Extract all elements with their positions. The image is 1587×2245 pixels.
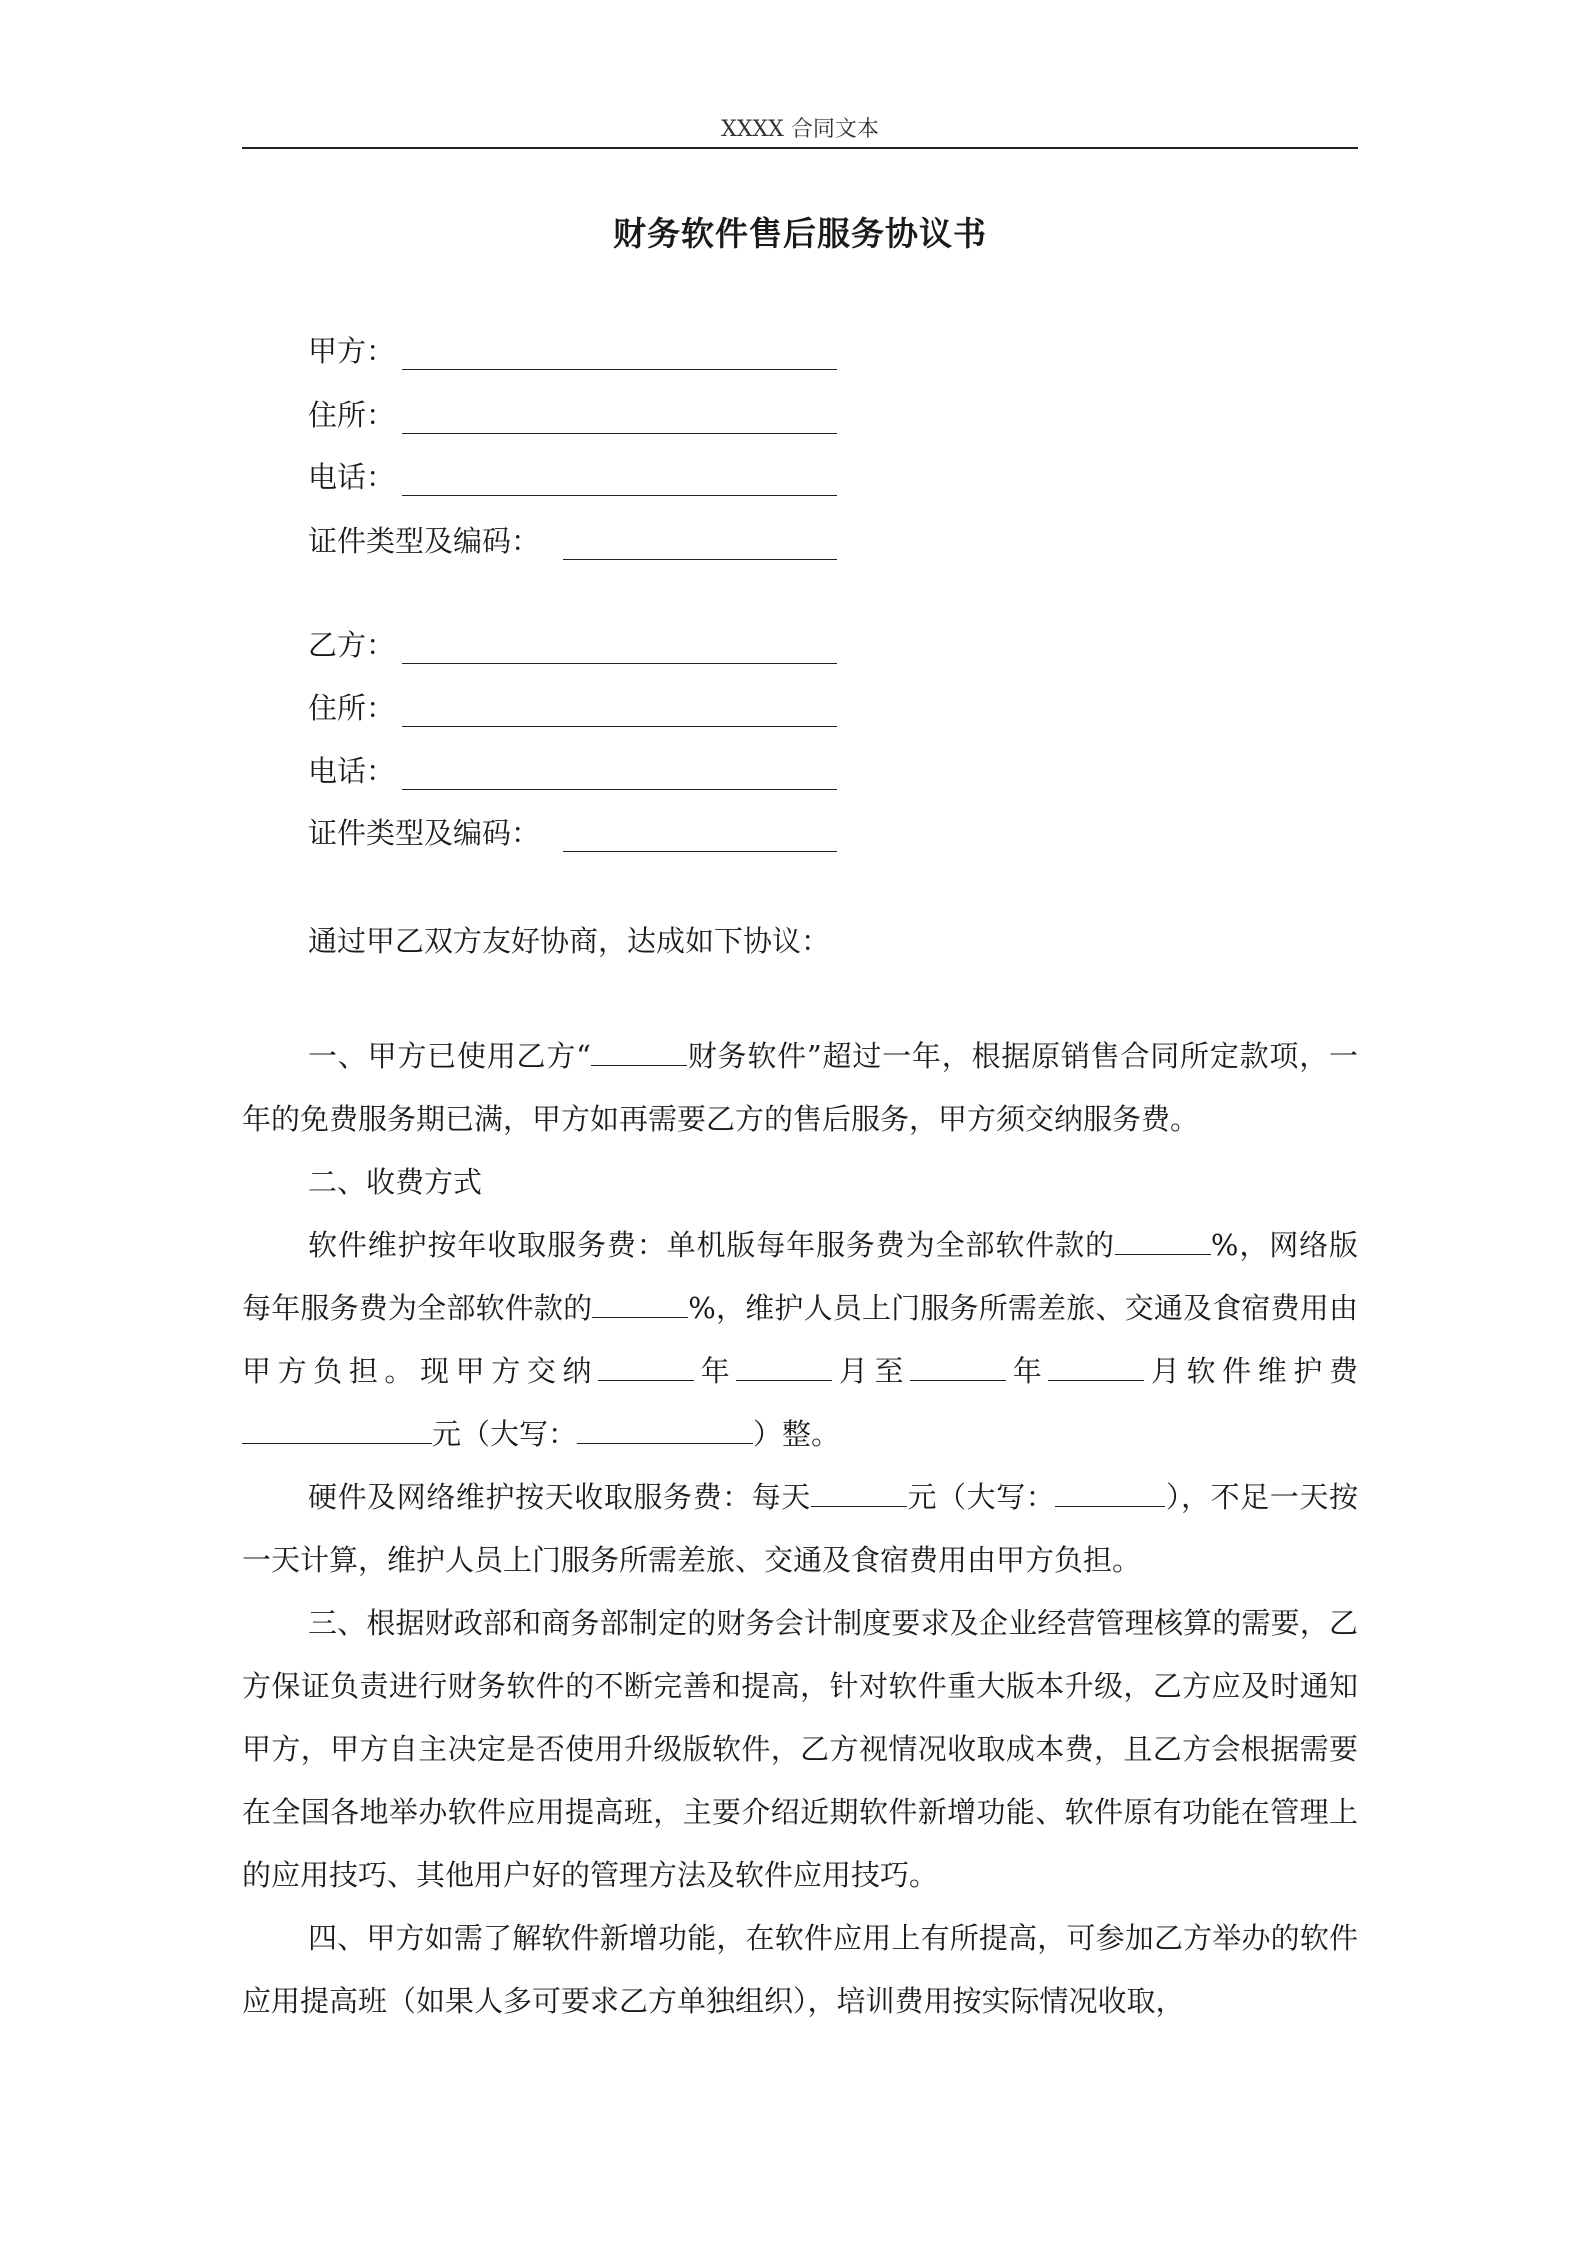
clause-2-month-1: 月至 [832, 1354, 911, 1388]
party-b-phone-blank [402, 789, 837, 790]
start-year-blank [598, 1354, 694, 1381]
clause-2-hw-text-b: 元（大写： [906, 1480, 1056, 1514]
intro-paragraph: 通过甲乙双方友好协商，达成如下协议： [308, 924, 831, 958]
header-divider [242, 147, 1358, 149]
clause-2-text-a: 软件维护按年收取服务费：单机版每年服务费为全部软件款的 [308, 1228, 1115, 1262]
clause-1-text-a: 一、甲方已使用乙方“ [308, 1039, 591, 1073]
clause-1 [242, 1025, 1358, 1151]
end-year-blank [910, 1354, 1006, 1381]
party-a-name-blank [402, 369, 837, 370]
clause-2-year-1: 年 [694, 1354, 737, 1388]
party-b-phone-label: 电话： [308, 754, 396, 788]
clause-2-hardware-fee [242, 1466, 1358, 1592]
daily-fee-blank [811, 1480, 907, 1507]
maintenance-fee-blank [242, 1417, 432, 1444]
party-b-address-field [308, 688, 395, 728]
party-a-address-field [308, 395, 395, 435]
party-b-id-label: 证件类型及编码： [308, 816, 541, 850]
clause-4: 四、甲方如需了解软件新增功能，在软件应用上有所提高，可参加乙方举办的软件应用提高班（如果人多可要求乙方单独组织），培训费用按实际情况收取， [242, 1921, 1358, 2018]
network-percent-blank [592, 1291, 688, 1318]
party-b-address-blank [402, 726, 837, 727]
start-month-blank [736, 1354, 832, 1381]
clause-2-text-c: %，维护人员上门服务所需差旅、交通及食宿费用由甲方负担。现甲方交纳 [242, 1291, 1358, 1388]
party-a-phone-blank [402, 495, 837, 496]
party-a-phone-label: 电话： [308, 460, 396, 494]
clause-2-software-fee [242, 1214, 1358, 1466]
clause-1-text-b: 财务软件”超过一年，根据原销售合同所定款项，一年的免费服务期已满，甲方如再需要乙方的售后服务，甲方须交纳服务费。 [242, 1039, 1359, 1136]
party-a-phone-field [308, 457, 395, 497]
party-b-name-blank [402, 663, 837, 664]
document-header: XXXX 合同文本 [721, 117, 879, 142]
party-b-phone-field [308, 751, 395, 791]
page-title: 财务软件售后服务协议书 [613, 214, 987, 253]
party-a-address-label: 住所： [308, 398, 396, 432]
party-a-id-field [308, 521, 540, 561]
party-a-name-label: 甲方： [308, 334, 396, 368]
party-b-id-blank [563, 851, 837, 852]
party-b-address-label: 住所： [308, 691, 396, 725]
clause-2-text-e: 元（大写： [432, 1417, 578, 1451]
clause-2-hw-text-a: 硬件及网络维护按天收取服务费：每天 [308, 1480, 811, 1514]
party-a-id-label: 证件类型及编码： [308, 524, 541, 558]
agreement-body [242, 910, 1358, 2033]
party-b-name-field [308, 625, 395, 665]
daily-fee-in-words-blank [1055, 1480, 1165, 1507]
software-name-blank [591, 1039, 687, 1066]
standalone-percent-blank [1115, 1228, 1211, 1255]
clause-2-hw-text-c: ），不足一天按一天计算，维护人员上门服务所需差旅、交通及食宿费用由甲方负担。 [242, 1480, 1358, 1577]
clause-2-text-f: ）整。 [753, 1417, 841, 1451]
party-a-address-blank [402, 433, 837, 434]
party-b-id-field [308, 813, 540, 853]
clause-3: 三、根据财政部和商务部制定的财务会计制度要求及企业经营管理核算的需要，乙方保证负责进行财务软件的不断完善和提高，针对软件重大版本升级，乙方应及时通知甲方，甲方自主决定是否使用升级版软件，乙方视情况收取成本费，且乙方会根据需要在全国各地举办软件应用提高班，主要介绍近期软件新增功能、软件原有功能在管理上的应用技巧、其他用户好的管理方法及软件应用技巧。 [242, 1606, 1358, 1892]
clause-2-title: 二、收费方式 [308, 1165, 483, 1199]
end-month-blank [1048, 1354, 1144, 1381]
party-a-name-field [308, 331, 395, 371]
party-b-name-label: 乙方： [308, 628, 396, 662]
clause-2-year-2: 年 [1006, 1354, 1049, 1388]
clause-2-text-b: %，网络版每年服务费为全部软件款的 [242, 1228, 1358, 1325]
clause-2-text-d: 月软件维护费 [1144, 1354, 1358, 1388]
party-a-id-blank [563, 559, 837, 560]
fee-in-words-blank [577, 1417, 753, 1444]
